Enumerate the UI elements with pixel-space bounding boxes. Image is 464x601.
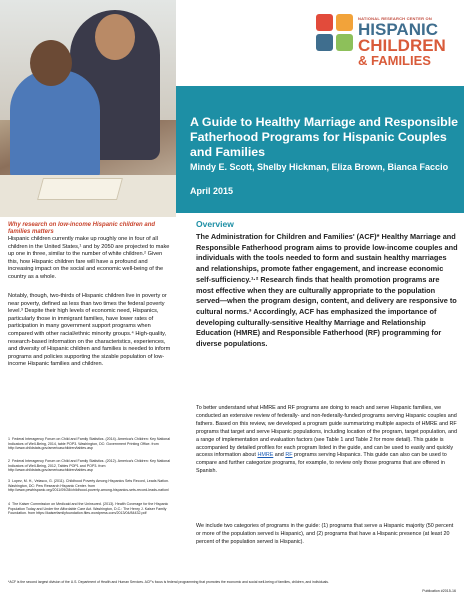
sidebar [0,217,176,595]
cover-photo [0,0,176,217]
overview-lead: The Administration for Children and Families' (ACF)* Healthy Marriage and Responsible Fatherhood program aims to provide low-income couples and individuals with the tools needed to form and sustain healthy marriages and relationships, promote father engagement, and increase economic self-sufficiency.¹·² Research finds that health promotion programs are most effective when they are culturally appropriate to the population served—when the program design, content, and delivery are responsive to cultural norms.³ Accordingly, ACF has emphasized the importance of developing culturally-sensitive Healthy Marriage and Relationship Education (HMRE) and Responsible Fatherhood (RF) programming for diverse populations. [196,232,458,349]
sidebar-paragraph-2: Notably, though, two-thirds of Hispanic children live in poverty or near poverty, defined as less than two times the federal poverty level.³ Despite their high levels of economic need, Hispanics, particularly those in immigrant families, have lower rates of participation in many government support programs when compared with other racial/ethnic minority groups.⁴ High-quality, research-based information on the characteristics, experiences, and diversity of Hispanic children and families is needed to inform programs and policies supporting the sizable population of low-income Hispanic families and children. [8,293,171,368]
overview-body-2: We include two categories of programs in the guide: (1) programs that serve a Hispanic majority (50 percent or more of the population served is Hispanic), and (2) programs that have a Hispanic presence (at least 20 percent of the population served is Hispanic). [196,523,454,545]
logo-mark-icon [316,14,356,54]
publication-date: April 2015 [190,186,234,196]
logo-kicker: NATIONAL RESEARCH CENTER ON [358,16,432,21]
footnote-4: 4 The Kaiser Commission on Medicaid and the Uninsured. (2013). Health Coverage for the Hispanic Population Today and Under the Affordable Care Act. Washington, D.C.: The Henry J. Kaiser Family Foundation. from https://kaiserfamilyfoundation.files.wordpress.com/2013/04/84432.pdf [8,502,169,516]
footnote-3: 3 Lopez, M. H., Velasco, G. (2011). Childhood Poverty Among Hispanics Sets Record, Leads Nation. Washington, DC: Pew Research Hispanic Center. from http://www.pewhispanic.org/2011/09/28/childhood-poverty-among-hispanics-sets-record-leads-nation/ [8,479,169,493]
photo-book [37,178,123,200]
document-title: A Guide to Healthy Marriage and Responsible Fatherhood Programs for Hispanic Couples and Families [190,115,459,159]
sidebar-paragraph-1: Hispanic children currently make up roughly one in four of all children in the United States,¹ and by 2050 are projected to make up one in three, similar to the number of white children.² Given this, how Hispanic children fare will have a profound and increasing impact on the social and economic well-being of the country as a whole. [8,236,170,280]
sidebar-heading: Why research on low-income Hispanic children and families matters [8,222,156,235]
authors: Mindy E. Scott, Shelby Hickman, Eliza Brown, Bianca Faccio [190,162,449,172]
photo-father-head [95,14,135,60]
logo-line-families: & FAMILIES [358,53,431,68]
footnote-1: 1 Federal Interagency Forum on Child and Family Statistics. (2014). America's Children: Key National Indicators of Well-Being, 2014, table POP3. Washington, DC: Government Printing Office. from http://www.childstats.gov/americaschildren/tables.asp [8,437,171,451]
photo-child-head [30,40,72,86]
hmre-link[interactable]: HMRE [257,452,274,459]
hispanic-center-logo [312,4,462,76]
overview-heading: Overview [196,219,234,229]
rf-link[interactable]: RF [285,452,293,459]
acf-footnote: *ACF is the second largest division of the U.S. Department of Health and Human Services. ACF's focus is federal programming that promotes the economic and social well-being of families, children, and individuals. [8,580,329,584]
title-banner [176,86,464,213]
logo-line-hispanic: HISPANIC [358,20,438,39]
footnote-2: 2 Federal Interagency Forum on Child and Family Statistics. (2012). America's Children: Key National Indicators of Well-Being, 2012, Tables POP1 and POP3. from http://www.childstats.gov/americaschildren/tables.asp [8,459,171,473]
logo-line-children: CHILDREN [358,36,446,55]
overview-body-1: To better understand what HMRE and RF programs are doing to reach and serve Hispanic families, we conducted an extensive review of federally- and non-federally-funded programs serving Hispanic couples and fathers. Based on this review, we developed a program guide summarizing multiple aspects of HMRE and RF programs that target and serve Hispanic populations, including location of the program, target population, and a range of implementation and evaluation factors (see Table 1 and Table 2 for more detail). This guide is accompanied by detailed profiles for each program listed in the guide, and can be used to easily and quickly access information about HMRE and RF programs serving Hispanics. This guide can also can be used to compare and further categorize programs, for example, to review only those programs that are offered in Spanish. [196,405,458,475]
publication-number: Publication #2015-16 [422,589,456,593]
photo-child [10,70,100,180]
